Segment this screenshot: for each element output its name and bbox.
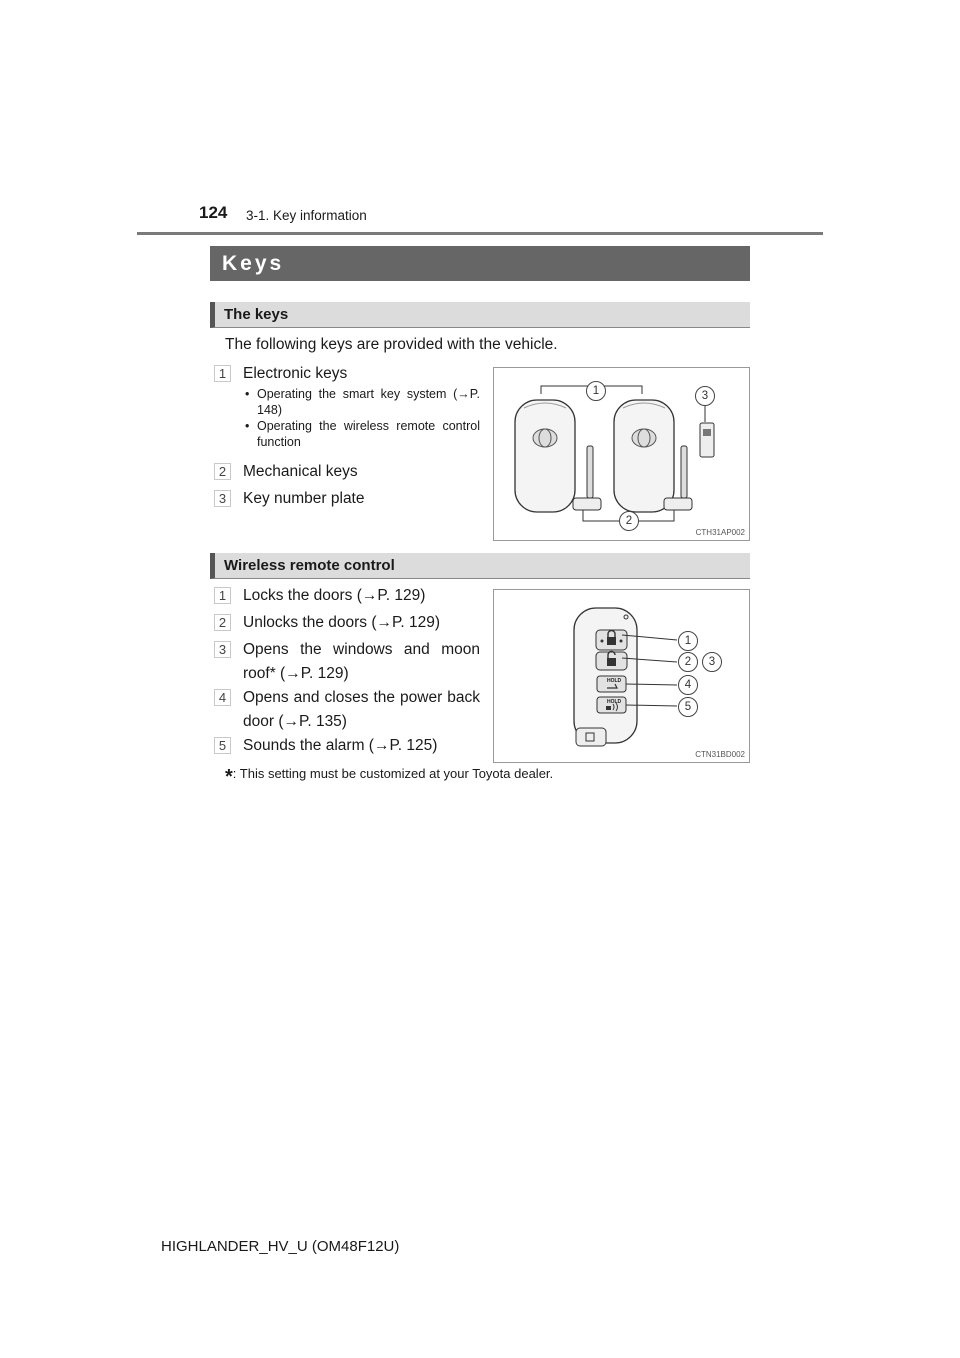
key-item-number-plate: Key number plate	[243, 490, 365, 507]
key-item-electronic: Electronic keys	[243, 365, 348, 382]
page-number: 124	[199, 203, 228, 222]
remote-illustration	[494, 590, 749, 762]
section-heading-the-keys: The keys	[210, 302, 750, 328]
keys-intro-text: The following keys are provided with the vehicle.	[225, 336, 558, 353]
figure-callout: 3	[695, 386, 715, 406]
keys-figure	[493, 367, 750, 541]
remote-figure	[493, 589, 750, 763]
figure-code: CTH31AP002	[695, 528, 745, 537]
bullet-item: • Operating the wireless remote control function	[243, 418, 480, 450]
footnote	[225, 766, 553, 789]
section-reference: 3-1. Key information	[246, 208, 367, 223]
remote-item-windows: Opens the windows and moon roof* (→P. 129)	[243, 641, 480, 682]
footnote-text: : This setting must be customized at your Toyota dealer.	[232, 766, 554, 781]
remote-item-alarm: Sounds the alarm (→P. 125)	[243, 737, 438, 754]
figure-callout: 1	[586, 381, 606, 401]
figure-callout: 5	[678, 697, 698, 717]
figure-callout: 2	[619, 511, 639, 531]
remote-item-back-door: Opens and closes the power back door (→P. 135)	[243, 689, 480, 730]
number-marker: 3	[214, 490, 231, 507]
model-code-footer: HIGHLANDER_HV_U (OM48F12U)	[161, 1238, 400, 1255]
number-marker: 2	[214, 463, 231, 480]
number-marker: 2	[214, 614, 231, 631]
figure-callout: 4	[678, 675, 698, 695]
key-item-mechanical: Mechanical keys	[243, 463, 358, 480]
number-marker: 3	[214, 641, 231, 658]
electronic-key-bullets	[243, 386, 480, 450]
number-marker: 4	[214, 689, 231, 706]
hold-label: HOLD	[607, 678, 622, 684]
page-title: Keys	[210, 246, 750, 281]
number-marker: 1	[214, 587, 231, 604]
bullet-item: • Operating the smart key system (→P. 148)	[243, 386, 480, 418]
header-divider	[137, 232, 823, 235]
figure-callout: 1	[678, 631, 698, 651]
number-marker: 5	[214, 737, 231, 754]
remote-item-lock: Locks the doors (→P. 129)	[243, 587, 426, 604]
figure-callout: 2	[678, 652, 698, 672]
figure-callout: 3	[702, 652, 722, 672]
number-marker: 1	[214, 365, 231, 382]
figure-code: CTN31BD002	[695, 750, 745, 759]
remote-item-unlock: Unlocks the doors (→P. 129)	[243, 614, 441, 631]
hold-label: HOLD	[607, 699, 622, 705]
section-heading-wireless-remote: Wireless remote control	[210, 553, 750, 579]
footnote-mark: *	[225, 766, 233, 788]
